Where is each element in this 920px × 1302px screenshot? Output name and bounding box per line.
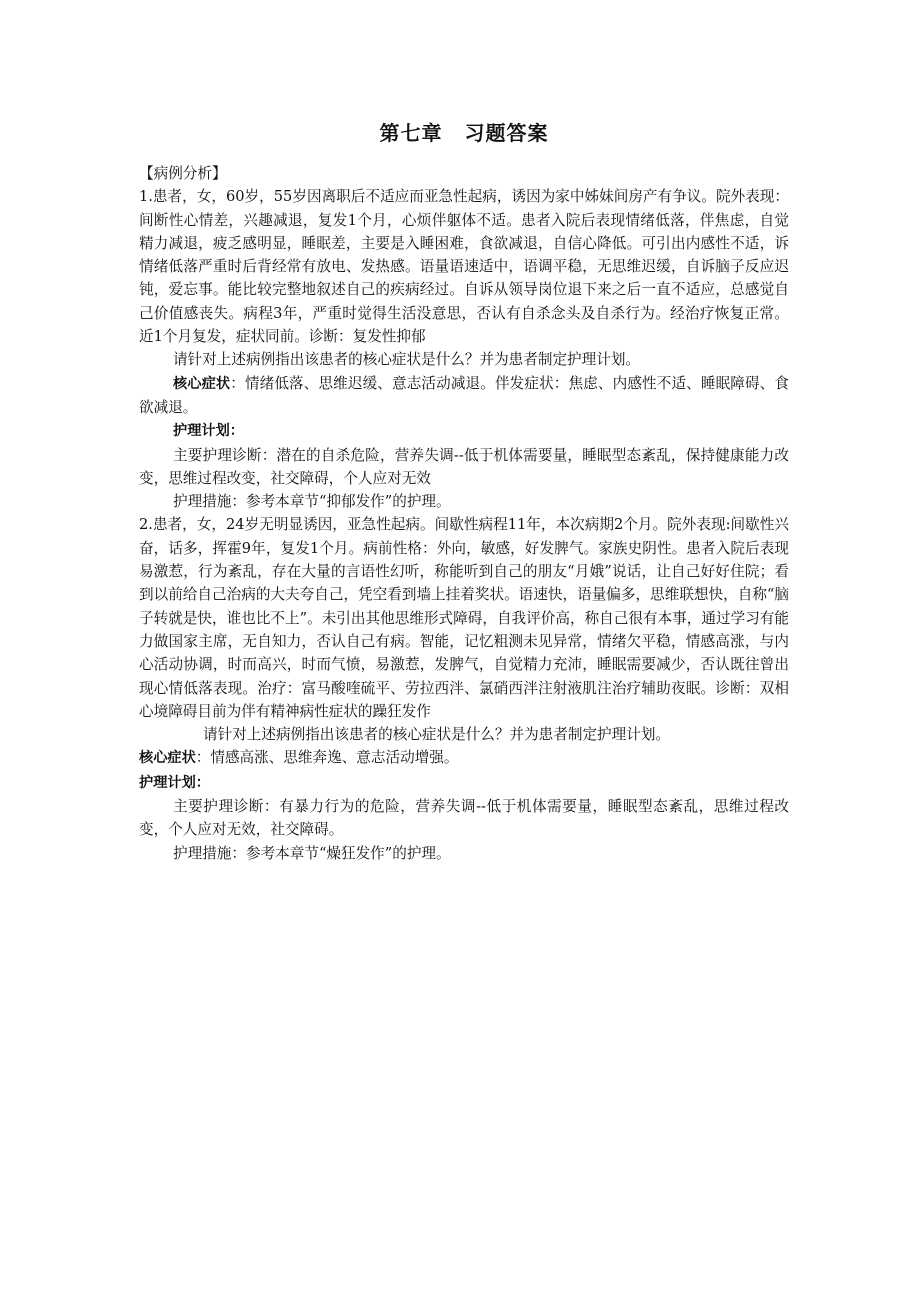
case2-measures: 护理措施：参考本章节“燥狂发作”的护理。: [173, 844, 451, 862]
case1-diagnosis: 主要护理诊断：潜在的自杀危险，营养失调--低于机体需要量，睡眠型态紊乱，保持健康能力改变，思维过程改变，社交障碍，个人应对无效: [139, 446, 789, 487]
case1-measures: 护理措施：参考本章节“抑郁发作”的护理。: [173, 493, 451, 511]
case2-plan-heading: [139, 771, 789, 795]
case2-text: 2.患者，女，24岁无明显诱因，亚急性起病。间歇性病程11年，本次病期2个月。院外表现:间歇性兴奋，话多，挥霍9年，复发1个月。病前性格：外向，敏感，好发脾气。家族史阴性。患者入院后表现易激惹，行为紊乱，存在大量的言语性幻听，称能听到自己的朋友“月娥”说话，让自己好好住院；看到以前给自己治病的大夫夸自己，凭空看到墙上挂着奖状。语速快，语量偏多，思维联想快，自称“脑子转就是快，谁也比不上”。未引出其他思维形式障碍，自我评价高，称自己很有本事，通过学习有能力做国家主席，无自知力，否认自己有病。智能，记忆粗测未见异常，情绪欠平稳，情感高涨，与内心活动协调，时而高兴，时而气愤，易激惹，发脾气，自觉精力充沛，睡眠需要减少，否认既往曾出现心情低落表现。治疗：富马酸喹硫平、劳拉西泮、氯硝西泮注射液肌注治疗辅助夜眠。诊断：双相心境障碍目前为伴有精神病性症状的躁狂发作: [139, 516, 789, 720]
case1-question: 请针对上述病例指出该患者的核心症状是什么？并为患者制定护理计划。: [173, 351, 641, 369]
case1-text: 1.患者，女，60岁，55岁因离职后不适应而亚急性起病，诱因为家中姊妹间房产有争议。院外表现：间断性心情差，兴趣减退，复发1个月，心烦伴躯体不适。患者入院后表现情绪低落，伴焦虑，自觉精力减退，疲乏感明显，睡眠差，主要是入睡困难，食欲减退，自信心降低。可引出内感性不适，诉情绪低落严重时后背经常有放电、发热感。语量语速适中，语调平稳，无思维迟缓，自诉脑子反应迟钝，爱忘事。能比较完整地叙述自己的疾病经过。自诉从领导岗位退下来之后一直不适应，总感觉自己价值感丧失。病程3年，严重时觉得生活没意思，否认有自杀念头及自杀行为。经治疗恢复正常。近1个月复发，症状同前。诊断：复发性抑郁: [139, 188, 789, 346]
case2-core-symptoms: [139, 746, 789, 770]
page-title: [139, 116, 789, 150]
case1-core-text: ：情绪低落、思维迟缓、意志活动减退。伴发症状：焦虑、内感性不适、睡眠障碍、食欲减退。: [139, 374, 789, 416]
case2-plan-label: 护理计划：: [139, 774, 210, 791]
case2-core-label: 核心症状: [139, 750, 196, 767]
title-chapter: 第七章: [379, 121, 443, 145]
case1-plan-label: 护理计划：: [173, 423, 244, 440]
case1-plan-heading: [139, 419, 789, 443]
case1-core-symptoms: [139, 372, 789, 420]
section-label: 【病例分析】: [139, 165, 227, 182]
title-subject: 习题答案: [464, 121, 549, 145]
case2-core-text: ：情感高涨、思维奔逸、意志活动增强。: [195, 749, 459, 767]
document-page: [139, 116, 789, 865]
case2-diagnosis: 主要护理诊断：有暴力行为的危险，营养失调--低于机体需要量，睡眠型态紊乱，思维过程改变，个人应对无效，社交障碍。: [139, 798, 789, 839]
case1-core-label: 核心症状: [173, 375, 231, 392]
case2-question: 请针对上述病例指出该患者的核心症状是什么？并为患者制定护理计划。: [203, 726, 671, 744]
